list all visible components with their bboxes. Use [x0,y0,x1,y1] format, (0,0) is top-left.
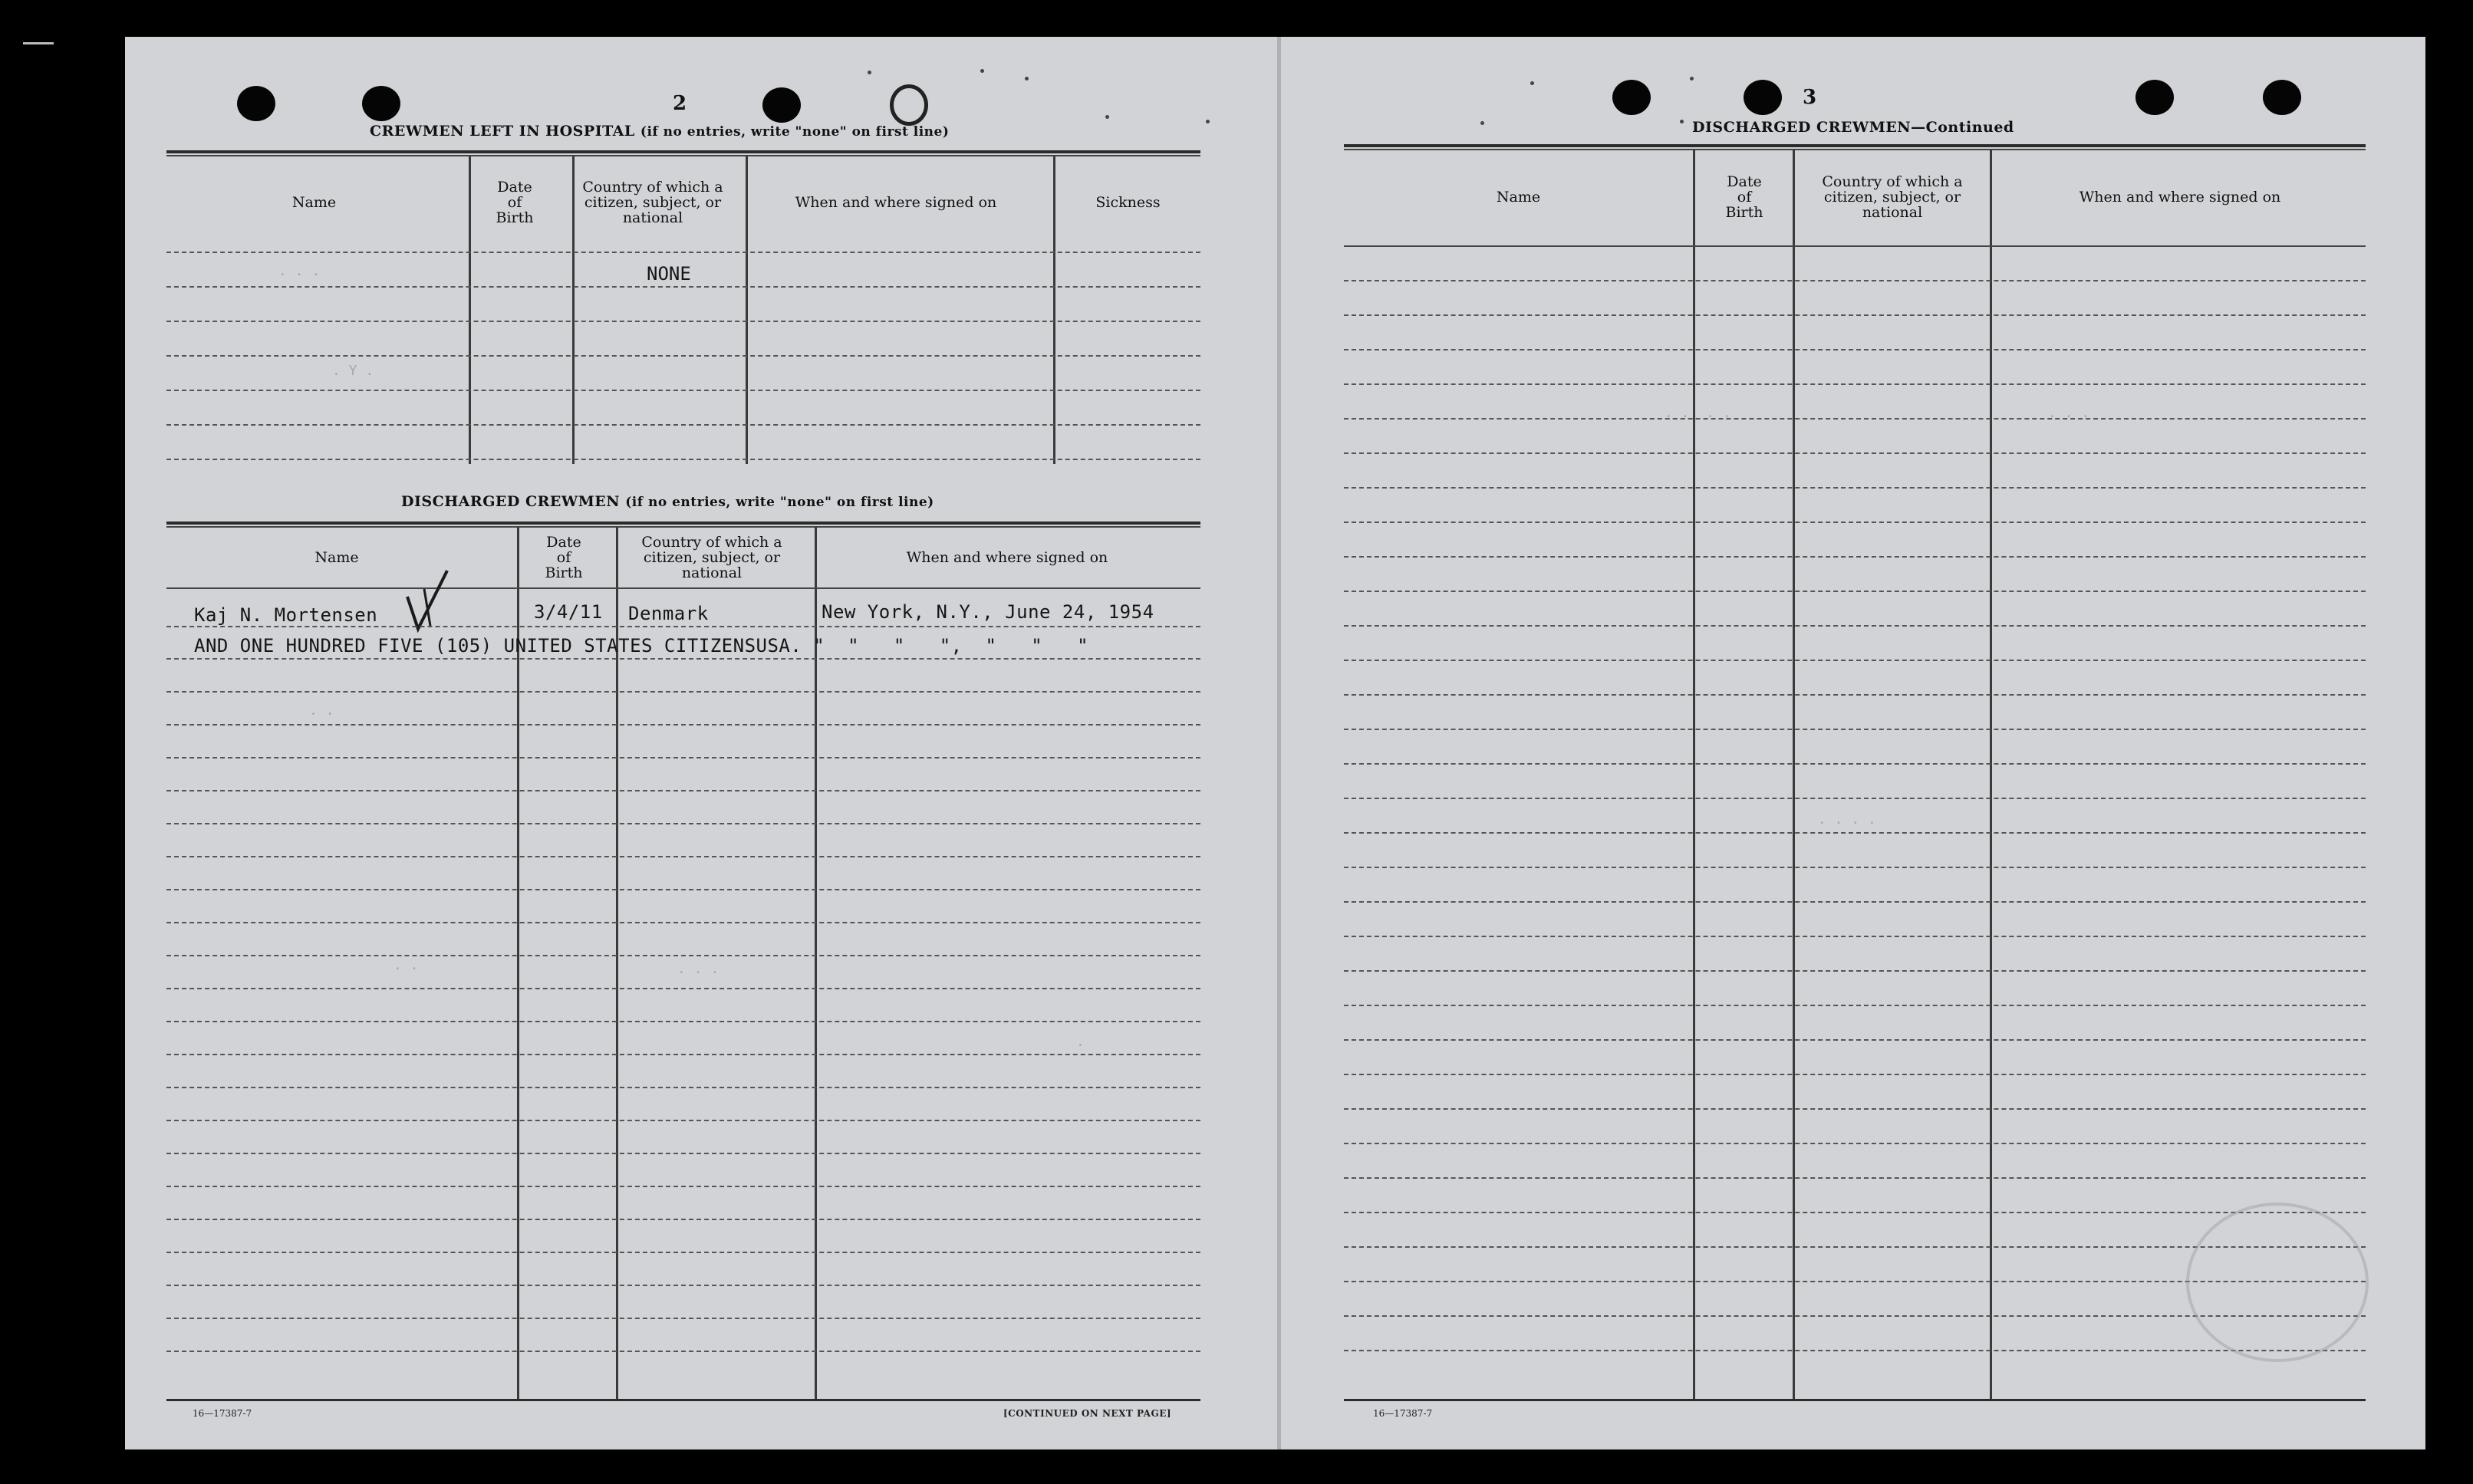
hospital-col-country: Country of which a citizen, subject, or national [582,179,723,226]
discharged-heading-text: DISCHARGED CREWMEN [401,493,621,510]
discharged-col-name: Name [314,549,359,566]
scan-mark [23,42,54,44]
right-col-country: Country of which a citizen, subject, or national [1822,173,1963,221]
page-number: 2 [673,92,687,115]
hospital-section-heading [370,123,949,140]
form-number: 16—17387-7 [1373,1408,1433,1419]
binder-hole-icon [237,86,275,121]
discharged-row-1-country: Denmark [628,603,709,624]
hospital-col-signed-on: When and where signed on [795,194,997,211]
discharged-heading-note: (if no entries, write "none" on first line) [625,495,934,510]
right-section-heading: DISCHARGED CREWMEN—Continued [1692,119,2014,136]
binder-hole-icon [1612,80,1651,115]
binder-hole-icon [762,87,801,123]
discharged-row-1-dob: 3/4/11 [534,601,603,623]
binder-hole-icon [2263,80,2301,115]
page-number: 3 [1803,86,1817,109]
discharged-section-heading [401,493,934,510]
hospital-entry-none: NONE [647,263,691,285]
hospital-col-name: Name [291,194,337,211]
checkmark-icon [401,566,463,635]
right-col-signed-on: When and where signed on [2079,189,2281,206]
discharged-row-2-line: AND ONE HUNDRED FIVE (105) UNITED STATES CITIZENSUSA. " " " ", " " " [194,635,1089,656]
hospital-heading-note: (if no entries, write "none" on first line) [640,124,950,140]
faint-stamp [2186,1203,2369,1362]
right-col-dob: Date of Birth [1725,173,1763,221]
hospital-col-sickness: Sickness [1095,194,1161,211]
binder-hole-icon [362,86,400,121]
discharged-row-1-name: Kaj N. Mortensen [194,604,378,626]
discharged-row-1-signed-on: New York, N.Y., June 24, 1954 [822,601,1154,623]
hospital-col-dob: Date of Birth [496,179,534,226]
left-page: 2 CREWMEN LEFT IN HOSPITAL (if no entries, write "none" on first line) Name Date of Birth Country of which a citizen, subject, or national When and where signed on Sickness NONE . . . . Y . DISCHARGED CREWMEN (if no entries, write "none" on first line) Name Date of Birth Country of which a citizen, subject, or national When and where signed on Kaj N. Mortensen 3/4/11 Denmark New York, N.Y., June 24, 1954 AND ONE HUNDRED FIVE (105) UNITED STATES CITIZENSUSA. " " " ", " " " . . . . . . . . 16—17387-7 [CONTINUED ON NEXT PAGE] [125,37,1277,1449]
discharged-col-dob: Date of Birth [545,534,583,581]
form-number: 16—17387-7 [193,1408,252,1419]
discharged-col-country: Country of which a citizen, subject, or national [641,534,782,581]
discharged-col-signed-on: When and where signed on [906,549,1108,566]
binder-hole-icon [2135,80,2174,115]
binder-ring-icon [890,84,928,126]
continued-note: [CONTINUED ON NEXT PAGE] [1003,1408,1172,1419]
right-col-name: Name [1496,189,1541,206]
binder-hole-icon [1744,80,1782,115]
hospital-heading-text: CREWMEN LEFT IN HOSPITAL [370,123,635,140]
right-page: 3 DISCHARGED CREWMEN—Continued Name Date of Birth Country of which a citizen, subject, or national When and where signed on . . . . . . . . . . . 16—17387-7 [1281,37,2425,1449]
